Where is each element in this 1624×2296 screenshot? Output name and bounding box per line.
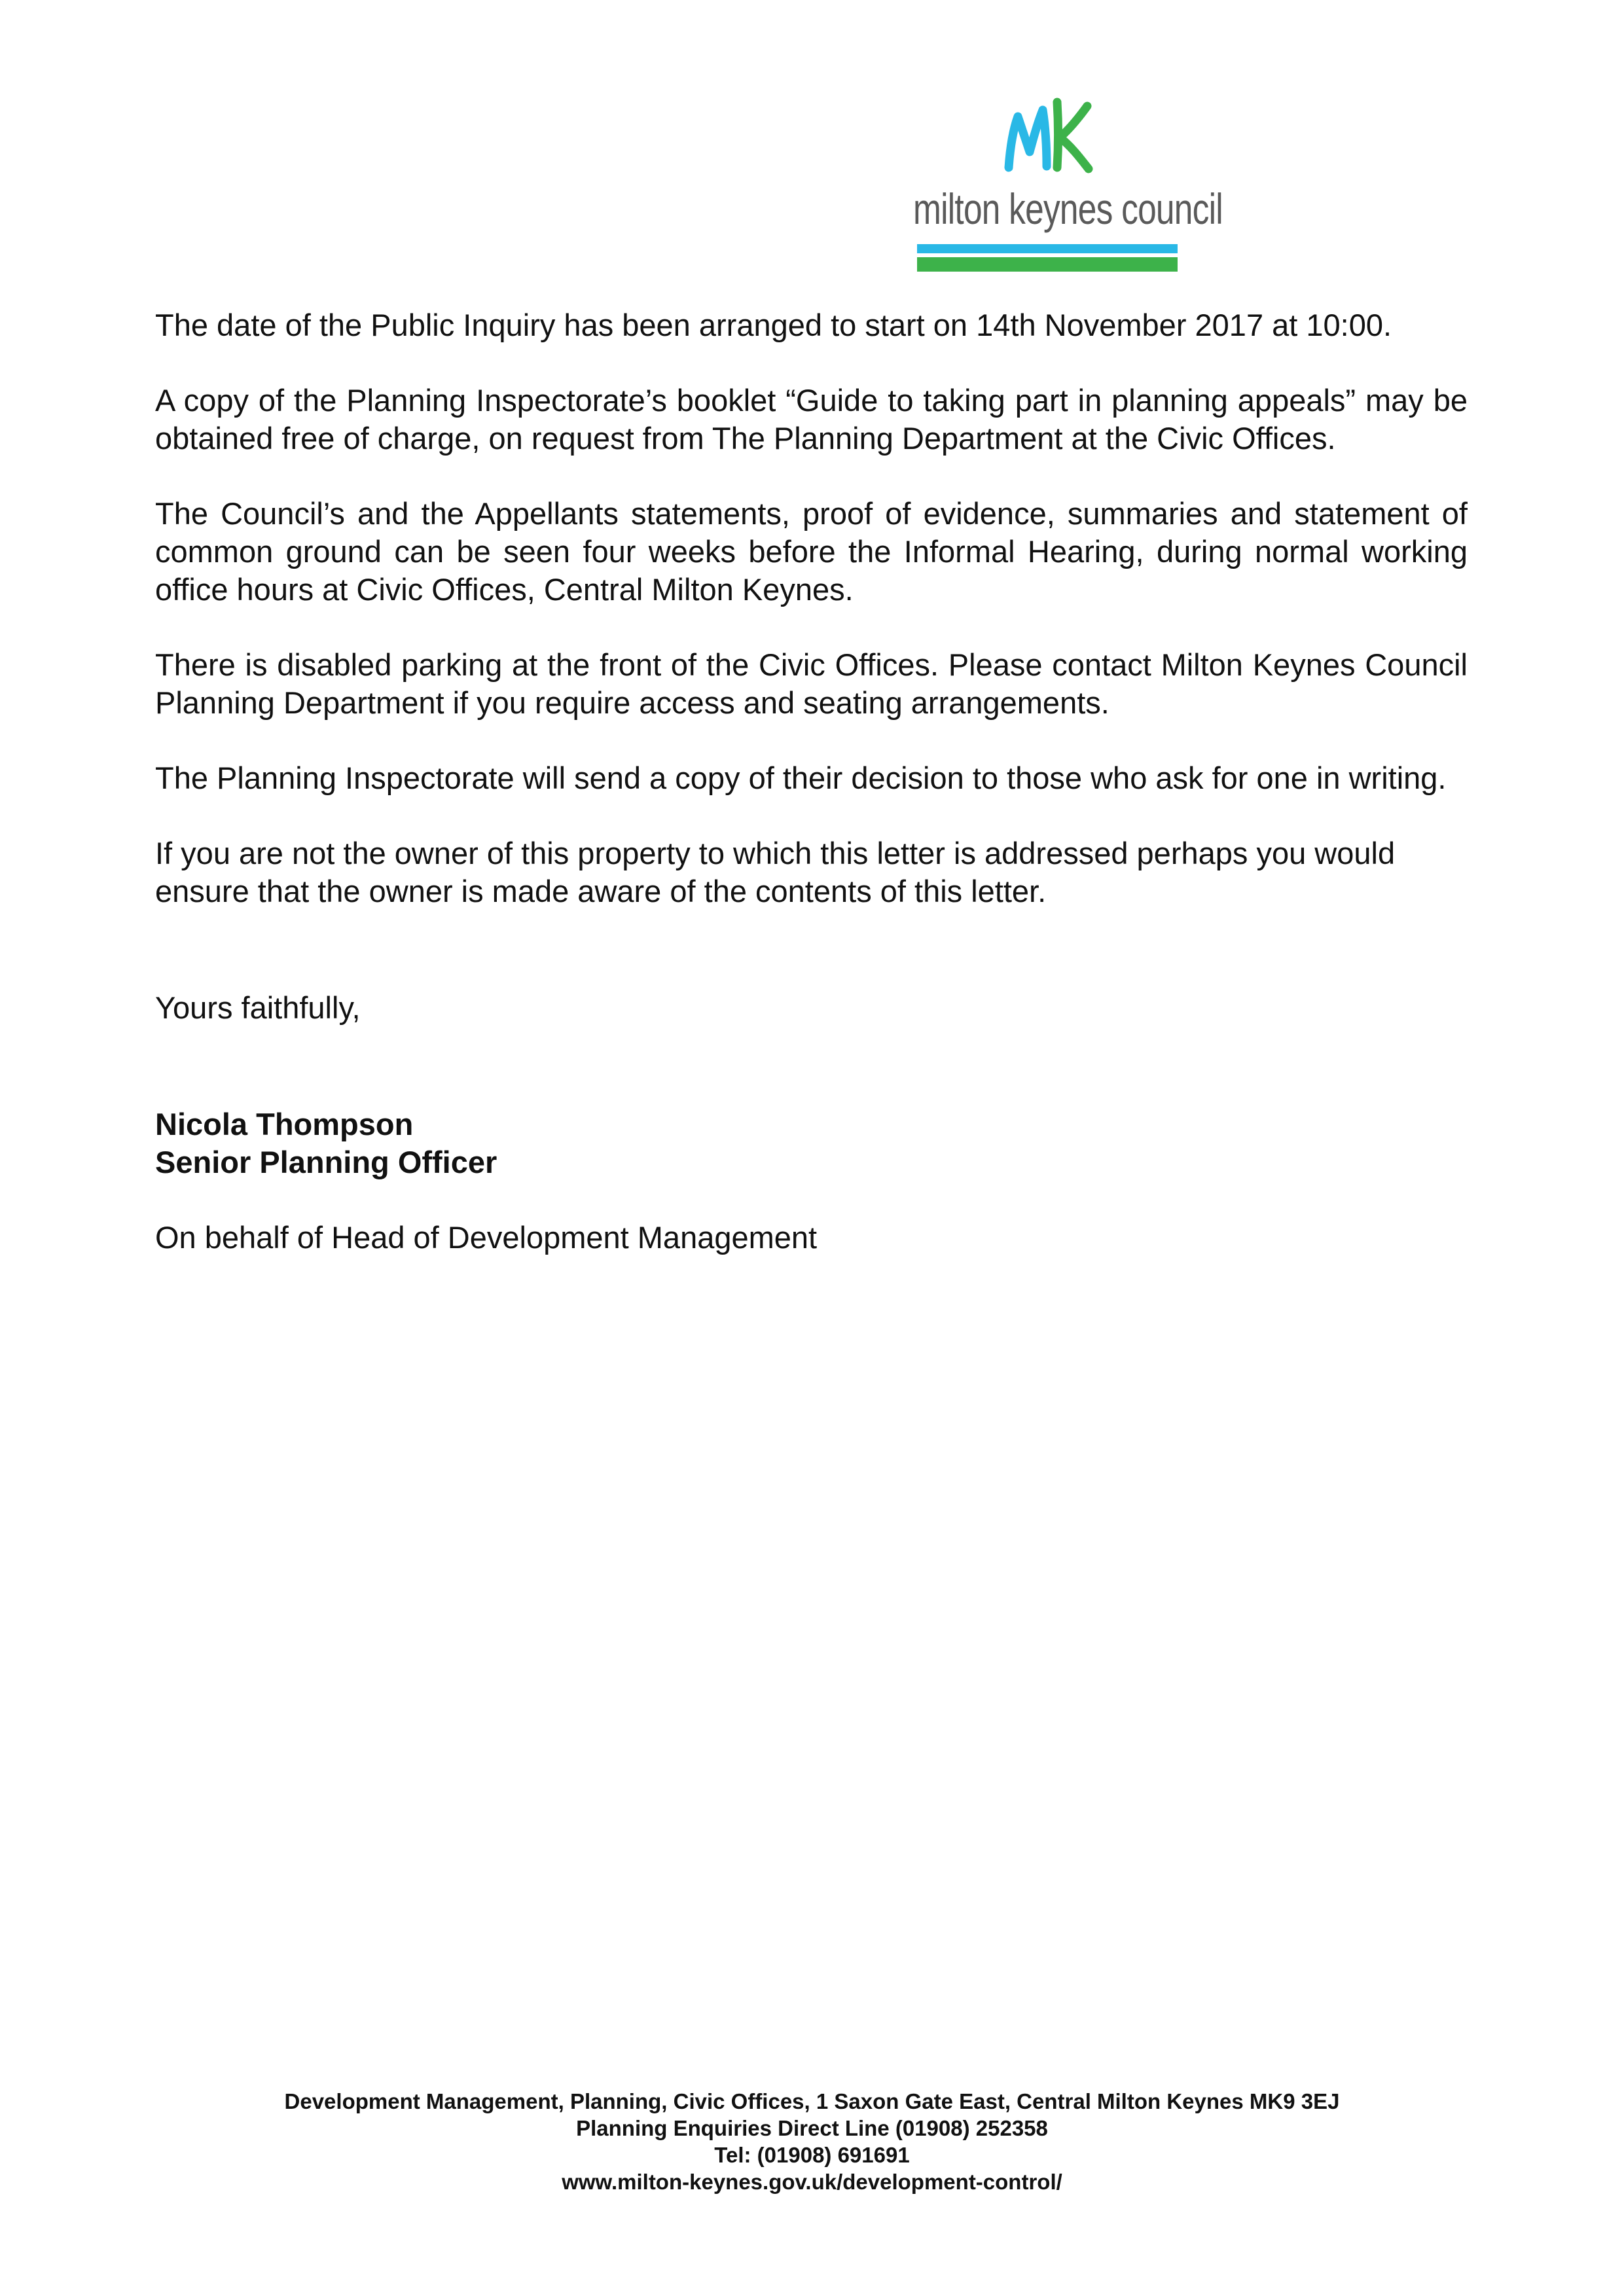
paragraph-booklet: A copy of the Planning Inspectorate’s booklet “Guide to taking part in planning appeals” may be obtained free of charge, on request from The Planning Department at the Civic Offices.	[155, 383, 1468, 456]
page-footer	[0, 2088, 1624, 2195]
footer-tel: Tel: (01908) 691691	[714, 2143, 910, 2167]
mk-logo-mark	[1003, 97, 1095, 175]
logo-blue-bar	[917, 244, 1178, 253]
paragraph-statements: The Council’s and the Appellants statements, proof of evidence, summaries and statement of common ground can be seen four weeks before the Informal Hearing, during normal working office hours at Civic Offices, Central Milton Keynes.	[155, 496, 1468, 607]
footer-address: Development Management, Planning, Civic Offices, 1 Saxon Gate East, Central Milton Keynes MK9 3EJ	[284, 2089, 1340, 2113]
footer-website: www.milton-keynes.gov.uk/development-control/	[562, 2170, 1062, 2194]
letter-body	[155, 306, 1468, 1294]
logo-wordmark: milton keynes council	[913, 185, 1223, 233]
signatory-title: Senior Planning Officer	[155, 1145, 497, 1179]
signatory-name: Nicola Thompson	[155, 1107, 414, 1141]
council-logo	[913, 97, 1223, 284]
paragraph-parking: There is disabled parking at the front of the Civic Offices. Please contact Milton Keynes Council Planning Department if you require access and seating arrangements.	[155, 647, 1468, 720]
paragraph-decision: The Planning Inspectorate will send a copy of their decision to those who ask for one in writing.	[155, 761, 1447, 795]
paragraph-owner: If you are not the owner of this property to which this letter is addressed perhaps you would ensure that the owner is made aware of the contents of this letter.	[155, 836, 1396, 908]
paragraph-inquiry-date: The date of the Public Inquiry has been arranged to start on 14th November 2017 at 10:00.	[155, 308, 1392, 342]
logo-green-bar	[917, 257, 1178, 272]
on-behalf-line: On behalf of Head of Development Management	[155, 1220, 818, 1255]
footer-enquiries: Planning Enquiries Direct Line (01908) 252358	[576, 2116, 1048, 2140]
signature-block	[155, 1105, 1468, 1181]
closing-salutation: Yours faithfully,	[155, 990, 361, 1025]
